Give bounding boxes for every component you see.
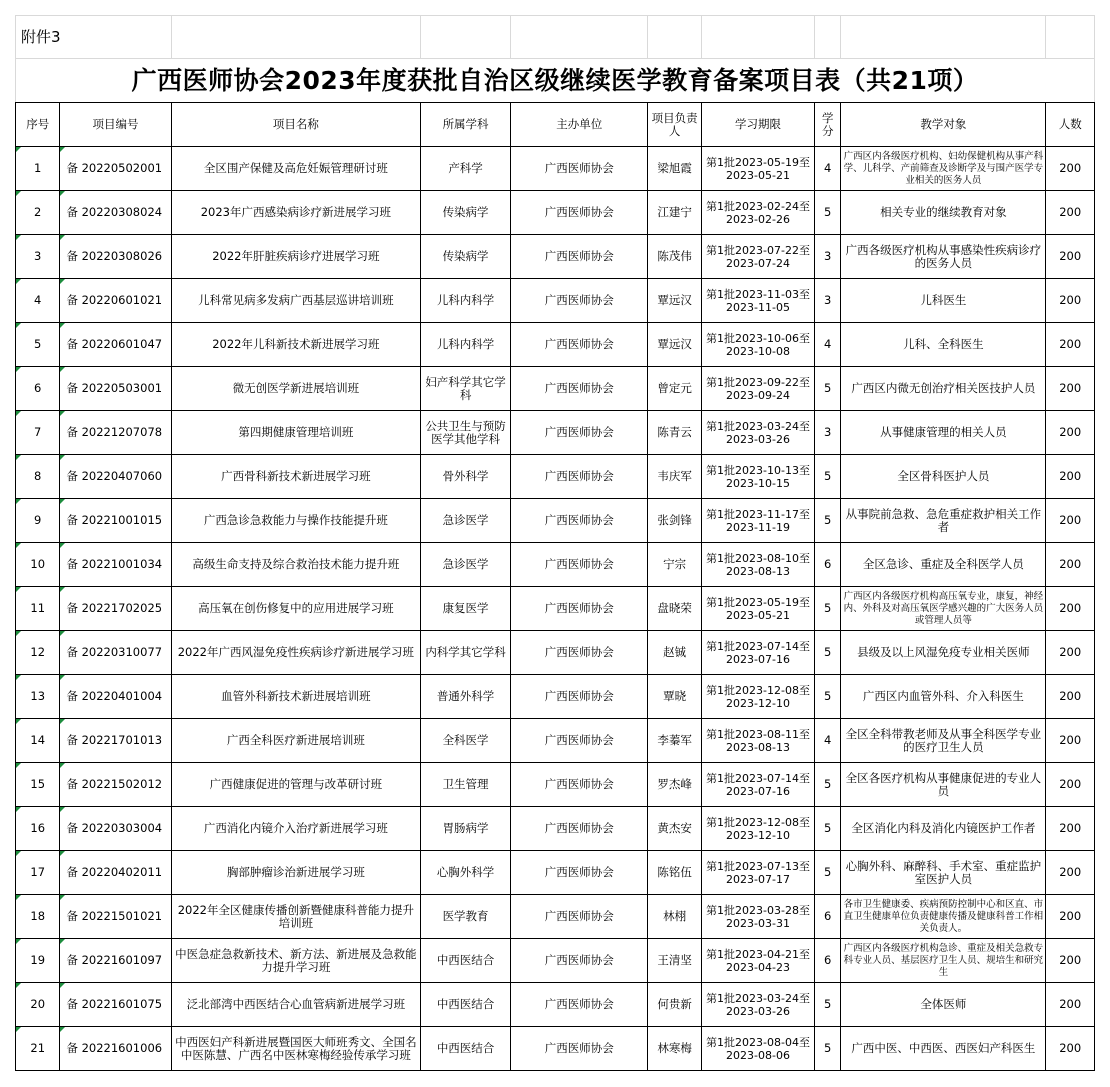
cell-no[interactable]: 14 (16, 719, 60, 763)
cell-target[interactable]: 从事院前急救、急危重症救护相关工作者 (841, 499, 1046, 543)
table-row (16, 939, 1095, 983)
cell-target[interactable]: 全区全科带教老师及从事全科医学专业的医疗卫生人员 (841, 719, 1046, 763)
table-row (16, 587, 1095, 631)
cell-code[interactable]: 备 20221502012 (60, 763, 171, 807)
cell-name[interactable]: 广西骨科新技术新进展学习班 (171, 455, 421, 499)
cell-no[interactable]: 1 (16, 147, 60, 191)
empty-cell[interactable] (815, 16, 841, 59)
cell-name[interactable]: 胸部肿瘤诊治新进展学习班 (171, 851, 421, 895)
cell-leader[interactable]: 赵铖 (648, 631, 702, 675)
cell-count[interactable]: 200 (1046, 895, 1095, 939)
cell-target[interactable]: 全区急诊、重症及全科医学人员 (841, 543, 1046, 587)
cell-credits[interactable]: 4 (815, 719, 841, 763)
cell-no[interactable]: 13 (16, 675, 60, 719)
cell-credits[interactable]: 3 (815, 235, 841, 279)
cell-no[interactable]: 17 (16, 851, 60, 895)
table-row (16, 763, 1095, 807)
empty-cell[interactable] (701, 16, 814, 59)
cell-organizer[interactable]: 广西医师协会 (511, 411, 648, 455)
cell-target[interactable]: 县级及以上风湿免疫专业相关医师 (841, 631, 1046, 675)
table-row (16, 719, 1095, 763)
cell-discipline[interactable]: 急诊医学 (421, 499, 511, 543)
cell-organizer[interactable]: 广西医师协会 (511, 939, 648, 983)
cell-leader[interactable]: 张剑锋 (648, 499, 702, 543)
cell-count[interactable]: 200 (1046, 807, 1095, 851)
empty-cell[interactable] (1046, 16, 1095, 59)
cell-period[interactable]: 第1批2023-07-14至2023-07-16 (701, 763, 814, 807)
cell-organizer[interactable]: 广西医师协会 (511, 191, 648, 235)
header-cell-target[interactable]: 教学对象 (841, 103, 1046, 147)
table-row (16, 1027, 1095, 1071)
cell-leader[interactable]: 曾定元 (648, 367, 702, 411)
cell-credits[interactable]: 5 (815, 191, 841, 235)
cell-credits[interactable]: 4 (815, 147, 841, 191)
cell-count[interactable]: 200 (1046, 631, 1095, 675)
cell-credits[interactable]: 5 (815, 807, 841, 851)
cell-no[interactable]: 18 (16, 895, 60, 939)
cell-period[interactable]: 第1批2023-04-21至2023-04-23 (701, 939, 814, 983)
cell-name[interactable]: 2022年全区健康传播创新暨健康科普能力提升培训班 (171, 895, 421, 939)
cell-leader[interactable]: 江建宁 (648, 191, 702, 235)
cell-code[interactable]: 备 20220303004 (60, 807, 171, 851)
table-row (16, 983, 1095, 1027)
cell-name[interactable]: 全区围产保健及高危妊娠管理研讨班 (171, 147, 421, 191)
cell-organizer[interactable]: 广西医师协会 (511, 235, 648, 279)
cell-target[interactable]: 全体医师 (841, 983, 1046, 1027)
cell-discipline[interactable]: 公共卫生与预防医学其他学科 (421, 411, 511, 455)
cell-discipline[interactable]: 普通外科学 (421, 675, 511, 719)
cell-credits[interactable]: 5 (815, 631, 841, 675)
cell-period[interactable]: 第1批2023-08-11至2023-08-13 (701, 719, 814, 763)
annex-label[interactable]: 附件3 (16, 16, 172, 59)
cell-organizer[interactable]: 广西医师协会 (511, 983, 648, 1027)
cell-leader[interactable]: 林栩 (648, 895, 702, 939)
cell-code[interactable]: 备 20220401004 (60, 675, 171, 719)
cell-target[interactable]: 广西区内血管外科、介入科医生 (841, 675, 1046, 719)
cell-period[interactable]: 第1批2023-11-17至2023-11-19 (701, 499, 814, 543)
cell-count[interactable]: 200 (1046, 763, 1095, 807)
table-row (16, 851, 1095, 895)
cell-leader[interactable]: 陈茂伟 (648, 235, 702, 279)
cell-target[interactable]: 广西各级医疗机构从事感染性疾病诊疗的医务人员 (841, 235, 1046, 279)
cell-period[interactable]: 第1批2023-08-04至2023-08-06 (701, 1027, 814, 1071)
cell-target[interactable]: 相关专业的继续教育对象 (841, 191, 1046, 235)
cell-discipline[interactable]: 卫生管理 (421, 763, 511, 807)
cell-no[interactable]: 2 (16, 191, 60, 235)
cell-discipline[interactable]: 心胸外科学 (421, 851, 511, 895)
cell-code[interactable]: 备 20220402011 (60, 851, 171, 895)
cell-organizer[interactable]: 广西医师协会 (511, 763, 648, 807)
cell-target[interactable]: 各市卫生健康委、疾病预防控制中心和区直、市直卫生健康单位负责健康传播及健康科普工作相关负责人。 (841, 895, 1046, 939)
empty-cell[interactable] (841, 16, 1046, 59)
cell-period[interactable]: 第1批2023-02-24至2023-02-26 (701, 191, 814, 235)
cell-period[interactable]: 第1批2023-09-22至2023-09-24 (701, 367, 814, 411)
cell-name[interactable]: 第四期健康管理培训班 (171, 411, 421, 455)
cell-count[interactable]: 200 (1046, 675, 1095, 719)
cell-no[interactable]: 4 (16, 279, 60, 323)
cell-code[interactable]: 备 20221701013 (60, 719, 171, 763)
table-row (16, 147, 1095, 191)
cell-credits[interactable]: 6 (815, 939, 841, 983)
cell-name[interactable]: 泛北部湾中西医结合心血管病新进展学习班 (171, 983, 421, 1027)
header-cell-code[interactable]: 项目编号 (60, 103, 171, 147)
cell-name[interactable]: 高级生命支持及综合救治技术能力提升班 (171, 543, 421, 587)
cell-period[interactable]: 第1批2023-08-10至2023-08-13 (701, 543, 814, 587)
cell-credits[interactable]: 5 (815, 851, 841, 895)
cell-code[interactable]: 备 20220308024 (60, 191, 171, 235)
cell-code[interactable]: 备 20220407060 (60, 455, 171, 499)
cell-count[interactable]: 200 (1046, 939, 1095, 983)
cell-discipline[interactable]: 妇产科学其它学科 (421, 367, 511, 411)
header-cell-organizer[interactable]: 主办单位 (511, 103, 648, 147)
cell-code[interactable]: 备 20221601097 (60, 939, 171, 983)
cell-code[interactable]: 备 20220601047 (60, 323, 171, 367)
cell-target[interactable]: 广西中医、中西医、西医妇产科医生 (841, 1027, 1046, 1071)
cell-credits[interactable]: 5 (815, 587, 841, 631)
cell-target[interactable]: 全区各医疗机构从事健康促进的专业人员 (841, 763, 1046, 807)
cell-discipline[interactable]: 儿科内科学 (421, 279, 511, 323)
cell-name[interactable]: 中医急症急救新技术、新方法、新进展及急救能力提升学习班 (171, 939, 421, 983)
cell-organizer[interactable]: 广西医师协会 (511, 587, 648, 631)
cell-credits[interactable]: 5 (815, 1027, 841, 1071)
header-row (16, 103, 1095, 147)
cell-period[interactable]: 第1批2023-10-06至2023-10-08 (701, 323, 814, 367)
cell-code[interactable]: 备 20221001015 (60, 499, 171, 543)
cell-code[interactable]: 备 20221207078 (60, 411, 171, 455)
cell-discipline[interactable]: 产科学 (421, 147, 511, 191)
cell-organizer[interactable]: 广西医师协会 (511, 807, 648, 851)
cell-target[interactable]: 全区消化内科及消化内镜医护工作者 (841, 807, 1046, 851)
cell-no[interactable]: 20 (16, 983, 60, 1027)
cell-credits[interactable]: 3 (815, 411, 841, 455)
annex-row (16, 16, 1095, 59)
cell-organizer[interactable]: 广西医师协会 (511, 719, 648, 763)
table-row (16, 543, 1095, 587)
cell-organizer[interactable]: 广西医师协会 (511, 455, 648, 499)
cell-leader[interactable]: 黄杰安 (648, 807, 702, 851)
cell-count[interactable]: 200 (1046, 367, 1095, 411)
cell-period[interactable]: 第1批2023-05-19至2023-05-21 (701, 147, 814, 191)
cell-period[interactable]: 第1批2023-03-28至2023-03-31 (701, 895, 814, 939)
cell-discipline[interactable]: 儿科内科学 (421, 323, 511, 367)
cell-name[interactable]: 2023年广西感染病诊疗新进展学习班 (171, 191, 421, 235)
table-row (16, 675, 1095, 719)
table-row (16, 455, 1095, 499)
cell-name[interactable]: 微无创医学新进展培训班 (171, 367, 421, 411)
cell-name[interactable]: 2022年肝脏疾病诊疗进展学习班 (171, 235, 421, 279)
cell-count[interactable]: 200 (1046, 235, 1095, 279)
header-cell-period[interactable]: 学习期限 (701, 103, 814, 147)
cell-organizer[interactable]: 广西医师协会 (511, 323, 648, 367)
table-row (16, 279, 1095, 323)
cell-organizer[interactable]: 广西医师协会 (511, 1027, 648, 1071)
cell-name[interactable]: 广西急诊急救能力与操作技能提升班 (171, 499, 421, 543)
cell-target[interactable]: 全区骨科医护人员 (841, 455, 1046, 499)
cell-no[interactable]: 15 (16, 763, 60, 807)
table-row (16, 895, 1095, 939)
cell-count[interactable]: 200 (1046, 279, 1095, 323)
cell-count[interactable]: 200 (1046, 323, 1095, 367)
cell-target[interactable]: 广西区内各级医疗机构、妇幼保健机构从事产科学、儿科学、产前筛查及诊断学及与围产医学专业相关的医务人员 (841, 147, 1046, 191)
cell-code[interactable]: 备 20220502001 (60, 147, 171, 191)
cell-leader[interactable]: 李蓁军 (648, 719, 702, 763)
cell-organizer[interactable]: 广西医师协会 (511, 543, 648, 587)
table-row (16, 235, 1095, 279)
cell-credits[interactable]: 6 (815, 543, 841, 587)
cell-leader[interactable]: 王清坚 (648, 939, 702, 983)
cell-code[interactable]: 备 20221601075 (60, 983, 171, 1027)
cell-discipline[interactable]: 传染病学 (421, 191, 511, 235)
cell-credits[interactable]: 5 (815, 499, 841, 543)
empty-cell[interactable] (421, 16, 511, 59)
cell-name[interactable]: 广西健康促进的管理与改革研讨班 (171, 763, 421, 807)
cell-leader[interactable]: 盘晓荣 (648, 587, 702, 631)
cell-organizer[interactable]: 广西医师协会 (511, 851, 648, 895)
cell-leader[interactable]: 陈青云 (648, 411, 702, 455)
cell-discipline[interactable]: 急诊医学 (421, 543, 511, 587)
cell-count[interactable]: 200 (1046, 587, 1095, 631)
cell-no[interactable]: 7 (16, 411, 60, 455)
cell-name[interactable]: 儿科常见病多发病广西基层巡讲培训班 (171, 279, 421, 323)
cell-period[interactable]: 第1批2023-05-19至2023-05-21 (701, 587, 814, 631)
cell-code[interactable]: 备 20220310077 (60, 631, 171, 675)
header-cell-leader[interactable]: 项目负责人 (648, 103, 702, 147)
cell-count[interactable]: 200 (1046, 1027, 1095, 1071)
cell-discipline[interactable]: 传染病学 (421, 235, 511, 279)
cell-code[interactable]: 备 20220503001 (60, 367, 171, 411)
cell-credits[interactable]: 3 (815, 279, 841, 323)
cell-no[interactable]: 8 (16, 455, 60, 499)
cell-credits[interactable]: 6 (815, 895, 841, 939)
cell-discipline[interactable]: 康复医学 (421, 587, 511, 631)
cell-name[interactable]: 2022年儿科新技术新进展学习班 (171, 323, 421, 367)
cell-discipline[interactable]: 中西医结合 (421, 1027, 511, 1071)
cell-organizer[interactable]: 广西医师协会 (511, 367, 648, 411)
cell-discipline[interactable]: 骨外科学 (421, 455, 511, 499)
cell-discipline[interactable]: 中西医结合 (421, 939, 511, 983)
cell-leader[interactable]: 覃远汉 (648, 279, 702, 323)
cell-code[interactable]: 备 20221601006 (60, 1027, 171, 1071)
header-cell-count[interactable]: 人数 (1046, 103, 1095, 147)
cell-discipline[interactable]: 医学教育 (421, 895, 511, 939)
empty-cell[interactable] (171, 16, 421, 59)
cell-target[interactable]: 儿科医生 (841, 279, 1046, 323)
cell-code[interactable]: 备 20221001034 (60, 543, 171, 587)
title-row (16, 59, 1095, 103)
cell-leader[interactable]: 何贵新 (648, 983, 702, 1027)
cell-no[interactable]: 3 (16, 235, 60, 279)
cell-no[interactable]: 12 (16, 631, 60, 675)
cell-discipline[interactable]: 全科医学 (421, 719, 511, 763)
cell-count[interactable]: 200 (1046, 147, 1095, 191)
cell-organizer[interactable]: 广西医师协会 (511, 675, 648, 719)
cell-credits[interactable]: 5 (815, 675, 841, 719)
table-row (16, 631, 1095, 675)
cell-name[interactable]: 2022年广西风湿免疫性疾病诊疗新进展学习班 (171, 631, 421, 675)
cell-period[interactable]: 第1批2023-03-24至2023-03-26 (701, 983, 814, 1027)
cell-count[interactable]: 200 (1046, 543, 1095, 587)
cell-discipline[interactable]: 中西医结合 (421, 983, 511, 1027)
cell-no[interactable]: 9 (16, 499, 60, 543)
cell-name[interactable]: 广西消化内镜介入治疗新进展学习班 (171, 807, 421, 851)
cell-organizer[interactable]: 广西医师协会 (511, 631, 648, 675)
cell-target[interactable]: 广西区内各级医疗机构高压氧专业，康复，神经内、外科及对高压氧医学感兴趣的广大医务人员或管理人员等 (841, 587, 1046, 631)
cell-period[interactable]: 第1批2023-07-22至2023-07-24 (701, 235, 814, 279)
cell-code[interactable]: 备 20221501021 (60, 895, 171, 939)
cell-period[interactable]: 第1批2023-11-03至2023-11-05 (701, 279, 814, 323)
cell-name[interactable]: 血管外科新技术新进展培训班 (171, 675, 421, 719)
table-row (16, 323, 1095, 367)
table-row (16, 411, 1095, 455)
cell-target[interactable]: 广西区内微无创治疗相关医技护人员 (841, 367, 1046, 411)
cell-discipline[interactable]: 内科学其它学科 (421, 631, 511, 675)
cell-organizer[interactable]: 广西医师协会 (511, 499, 648, 543)
cell-count[interactable]: 200 (1046, 191, 1095, 235)
cell-leader[interactable]: 覃远汉 (648, 323, 702, 367)
cell-no[interactable]: 10 (16, 543, 60, 587)
cell-leader[interactable]: 罗杰峰 (648, 763, 702, 807)
header-cell-discipline[interactable]: 所属学科 (421, 103, 511, 147)
cell-credits[interactable]: 4 (815, 323, 841, 367)
cell-period[interactable]: 第1批2023-07-13至2023-07-17 (701, 851, 814, 895)
cell-code[interactable]: 备 20221702025 (60, 587, 171, 631)
cell-target[interactable]: 从事健康管理的相关人员 (841, 411, 1046, 455)
cell-no[interactable]: 16 (16, 807, 60, 851)
cell-count[interactable]: 200 (1046, 983, 1095, 1027)
cell-code[interactable]: 备 20220601021 (60, 279, 171, 323)
cell-organizer[interactable]: 广西医师协会 (511, 147, 648, 191)
cell-credits[interactable]: 5 (815, 763, 841, 807)
table-row (16, 367, 1095, 411)
cell-count[interactable]: 200 (1046, 411, 1095, 455)
cell-leader[interactable]: 林寒梅 (648, 1027, 702, 1071)
cell-credits[interactable]: 5 (815, 983, 841, 1027)
cell-leader[interactable]: 韦庆军 (648, 455, 702, 499)
cell-leader[interactable]: 梁旭霞 (648, 147, 702, 191)
table-row (16, 807, 1095, 851)
cell-count[interactable]: 200 (1046, 719, 1095, 763)
cell-organizer[interactable]: 广西医师协会 (511, 279, 648, 323)
cell-credits[interactable]: 5 (815, 455, 841, 499)
header-cell-credits[interactable]: 学分 (815, 103, 841, 147)
cell-no[interactable]: 11 (16, 587, 60, 631)
table-row (16, 191, 1095, 235)
cell-organizer[interactable]: 广西医师协会 (511, 895, 648, 939)
cell-no[interactable]: 21 (16, 1027, 60, 1071)
cell-no[interactable]: 19 (16, 939, 60, 983)
cell-no[interactable]: 6 (16, 367, 60, 411)
empty-cell[interactable] (648, 16, 702, 59)
cell-name[interactable]: 中西医妇产科新进展暨国医大师班秀文、全国名中医陈慧、广西名中医林寒梅经验传承学习班 (171, 1027, 421, 1071)
table-title[interactable]: 广西医师协会2023年度获批自治区级继续医学教育备案项目表（共21项） (16, 59, 1095, 103)
cell-name[interactable]: 广西全科医疗新进展培训班 (171, 719, 421, 763)
cell-credits[interactable]: 5 (815, 367, 841, 411)
cell-leader[interactable]: 覃晓 (648, 675, 702, 719)
header-cell-no[interactable]: 序号 (16, 103, 60, 147)
cell-no[interactable]: 5 (16, 323, 60, 367)
cell-target[interactable]: 心胸外科、麻醉科、手术室、重症监护室医护人员 (841, 851, 1046, 895)
cell-period[interactable]: 第1批2023-12-08至2023-12-10 (701, 807, 814, 851)
table-row (16, 499, 1095, 543)
cell-count[interactable]: 200 (1046, 851, 1095, 895)
cell-leader[interactable]: 陈铭伍 (648, 851, 702, 895)
cell-target[interactable]: 儿科、全科医生 (841, 323, 1046, 367)
empty-cell[interactable] (511, 16, 648, 59)
cell-period[interactable]: 第1批2023-07-14至2023-07-16 (701, 631, 814, 675)
project-table (15, 15, 1095, 1071)
cell-period[interactable]: 第1批2023-10-13至2023-10-15 (701, 455, 814, 499)
cell-name[interactable]: 高压氧在创伤修复中的应用进展学习班 (171, 587, 421, 631)
cell-period[interactable]: 第1批2023-03-24至2023-03-26 (701, 411, 814, 455)
cell-count[interactable]: 200 (1046, 455, 1095, 499)
cell-leader[interactable]: 宁宗 (648, 543, 702, 587)
cell-target[interactable]: 广西区内各级医疗机构急诊、重症及相关急救专科专业人员、基层医疗卫生人员、规培生和研究生 (841, 939, 1046, 983)
cell-code[interactable]: 备 20220308026 (60, 235, 171, 279)
cell-period[interactable]: 第1批2023-12-08至2023-12-10 (701, 675, 814, 719)
cell-count[interactable]: 200 (1046, 499, 1095, 543)
cell-discipline[interactable]: 胃肠病学 (421, 807, 511, 851)
header-cell-name[interactable]: 项目名称 (171, 103, 421, 147)
